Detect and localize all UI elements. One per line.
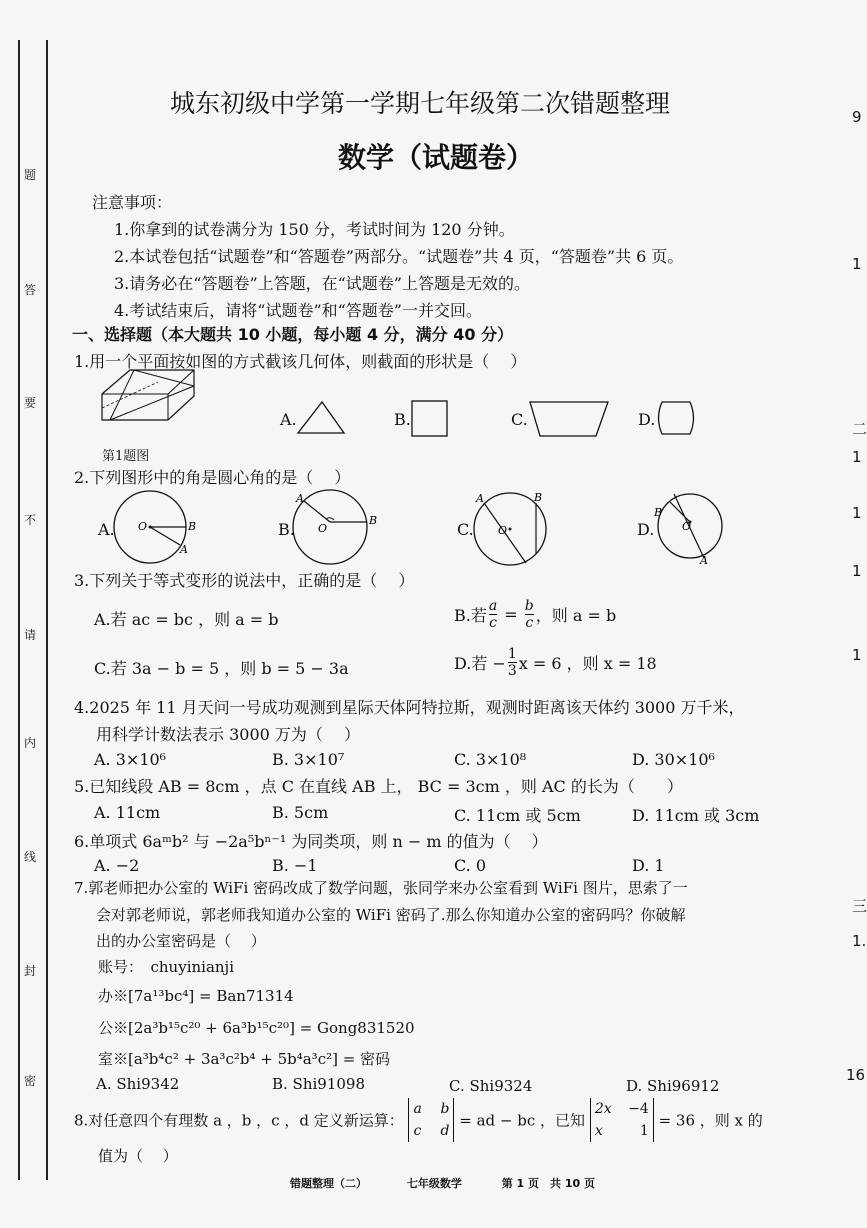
footer-page-number: 第 1 页 共 10 页 — [501, 1177, 595, 1190]
q2b-label-o: O — [318, 522, 328, 535]
q2-option-a[interactable]: A. — [98, 520, 115, 539]
binding-char: 线 — [24, 850, 37, 864]
q7-cipher-line1: 办※[7a¹³bc⁴] = Ban71314 — [98, 987, 294, 1005]
q2-option-d[interactable]: D. — [637, 520, 655, 539]
question-4-stem-line2: 用科学计数法表示 3000 万为（ ） — [96, 725, 360, 744]
q1-option-a[interactable]: A. — [280, 410, 297, 429]
notice-item: 2.本试卷包括“试题卷”和“答题卷”两部分。“试题卷”共 4 页，“答题卷”共 6 页。 — [114, 247, 684, 266]
q8-determinant-given: 2x −4 x 1 — [590, 1098, 654, 1142]
q3-option-a[interactable]: A.若 ac = bc ，则 a = b — [94, 610, 279, 629]
q3-option-c[interactable]: C.若 3a − b = 5 ，则 b = 5 − 3a — [94, 659, 349, 678]
q5-option-b[interactable]: B. 5cm — [272, 803, 329, 822]
question-3-stem: 3.下列关于等式变形的说法中，正确的是（ ） — [74, 571, 415, 590]
edge-fragment: 1 — [852, 504, 862, 522]
q2b-label-a: A — [296, 492, 304, 505]
q7-option-a[interactable]: A. Shi9342 — [96, 1075, 180, 1093]
binding-char: 要 — [24, 396, 37, 410]
q2-figure-d — [652, 490, 732, 568]
q7-option-c[interactable]: C. Shi9324 — [449, 1077, 533, 1095]
q7-account: 账号： chuyinianji — [98, 958, 235, 976]
question-8-stem-line2: 值为（ ） — [98, 1147, 178, 1165]
edge-fragment: 1 — [852, 255, 862, 273]
q7-option-d[interactable]: D. Shi96912 — [626, 1077, 720, 1095]
binding-char: 请 — [24, 628, 37, 642]
question-7-stem-line3: 出的办公室密码是（ ） — [96, 932, 266, 950]
q1-option-d[interactable]: D. — [638, 410, 656, 429]
notice-item: 4.考试结束后，请将“试题卷”和“答题卷”一并交回。 — [114, 301, 482, 320]
q6-option-c[interactable]: C. 0 — [454, 856, 487, 875]
binding-line-outer — [18, 40, 20, 1180]
q5-option-a[interactable]: A. 11cm — [94, 803, 161, 822]
question-8-stem — [74, 1098, 763, 1142]
q5-option-d[interactable]: D. 11cm 或 3cm — [632, 806, 760, 825]
binding-char: 题 — [24, 168, 37, 182]
footer-left: 错题整理（二） — [290, 1177, 367, 1190]
q1-rounded-rect-shape — [654, 400, 698, 436]
notice-heading: 注意事项： — [92, 193, 173, 212]
q4-option-b[interactable]: B. 3×10⁷ — [272, 750, 345, 769]
q7-cipher-line3: 室※[a³b⁴c² + 3a³c²b⁴ + 5b⁴a³c²] = 密码 — [98, 1050, 391, 1068]
q8-stem-suffix: = 36 ，则 x 的 — [658, 1111, 763, 1130]
q2c-label-o: O — [498, 524, 508, 537]
q2-figure-a — [112, 490, 202, 566]
edge-fragment: 1 — [852, 448, 862, 466]
edge-fragment: 1 — [852, 562, 862, 580]
binding-char: 答 — [24, 283, 37, 297]
binding-char: 密 — [24, 1074, 37, 1088]
q1-figure-caption: 第1题图 — [102, 449, 150, 464]
edge-fragment: 二 — [852, 420, 867, 438]
q1-square-shape — [411, 400, 449, 438]
q8-stem-prefix: 8.对任意四个有理数 a ，b ，c ，d 定义新运算： — [74, 1111, 404, 1130]
edge-fragment: 9 — [852, 108, 862, 126]
q1-option-c[interactable]: C. — [511, 410, 528, 429]
q6-option-b[interactable]: B. −1 — [272, 856, 318, 875]
q2-figure-b — [288, 490, 388, 566]
q4-option-d[interactable]: D. 30×10⁶ — [632, 750, 715, 769]
binding-char: 封 — [24, 964, 37, 978]
page-subtitle: 数学（试题卷） — [338, 141, 535, 174]
edge-fragment: 1 — [852, 646, 862, 664]
q3-option-d[interactable] — [454, 646, 657, 679]
edge-fragment: 16 — [846, 1066, 866, 1084]
edge-fragment: 三 — [852, 897, 867, 915]
question-1-stem: 1.用一个平面按如图的方式截该几何体，则截面的形状是（ ） — [74, 352, 527, 371]
q4-option-a[interactable]: A. 3×10⁶ — [94, 750, 167, 769]
section-heading: 一、选择题（本大题共 10 小题，每小题 4 分，满分 40 分） — [72, 325, 514, 344]
q2d-label-b: B — [654, 506, 663, 519]
q7-cipher-line2: 公※[2a³b¹⁵c²⁰ + 6a³b¹⁵c²⁰] = Gong831520 — [98, 1019, 415, 1037]
q7-option-b[interactable]: B. Shi91098 — [272, 1075, 366, 1093]
q2-figure-c — [472, 490, 552, 570]
q3-option-d-prefix: D.若 − — [454, 654, 506, 673]
q6-option-d[interactable]: D. 1 — [632, 856, 665, 875]
q3-b-fraction-left: $\frac{a}{c}$ — [488, 598, 498, 631]
question-7-stem-line2: 会对郭老师说，郭老师我知道办公室的 WiFi 密码了.那么你知道办公室的密码吗？你破解 — [96, 906, 686, 924]
q3-option-b[interactable]: B.若 $\frac{a}{c}$ = $\frac{b}{c}$ ，则 a = b — [454, 598, 617, 631]
q2d-label-a: A — [700, 554, 708, 567]
q2d-label-o: O — [682, 520, 692, 533]
question-7-stem-line1: 7.郭老师把办公室的 WiFi 密码改成了数学问题，张同学来办公室看到 WiFi 图片，思索了一 — [74, 879, 688, 897]
q2c-label-a: A — [476, 492, 484, 505]
q4-option-c[interactable]: C. 3×10⁸ — [454, 750, 527, 769]
q8-determinant-def: a b c d — [408, 1098, 454, 1142]
notice-item: 1.你拿到的试卷满分为 150 分，考试时间为 120 分钟。 — [114, 220, 515, 239]
q3-option-d-suffix: x = 6 ，则 x = 18 — [518, 654, 657, 673]
binding-char: 不 — [24, 513, 37, 527]
page-title: 城东初级中学第一学期七年级第二次错题整理 — [170, 89, 671, 118]
q2a-label-o: O — [138, 520, 148, 533]
q6-option-a[interactable]: A. −2 — [94, 856, 140, 875]
q1-prism-figure — [98, 368, 198, 428]
question-6-stem: 6.单项式 6aᵐb² 与 −2a⁵bⁿ⁻¹ 为同类项，则 n − m 的值为（ ） — [74, 832, 548, 851]
q1-option-b[interactable]: B. — [394, 410, 411, 429]
question-5-stem: 5.已知线段 AB = 8cm ，点 C 在直线 AB 上， BC = 3cm ，则 AC 的长为（ ） — [74, 777, 683, 796]
edge-fragment: 1. — [852, 932, 867, 950]
q3-b-fraction-right: $\frac{b}{c}$ — [524, 598, 534, 631]
page-footer — [290, 1175, 631, 1191]
binding-char: 内 — [24, 736, 37, 750]
q3-option-b-prefix: B.若 — [454, 606, 487, 625]
q2b-label-b: B — [369, 514, 378, 527]
q3-d-fraction: $\frac{1}{3}$ — [507, 646, 517, 679]
q2-option-c[interactable]: C. — [457, 520, 474, 539]
q2a-label-a: A — [180, 543, 188, 556]
binding-line-inner — [46, 40, 48, 1180]
q5-option-c[interactable]: C. 11cm 或 5cm — [454, 806, 581, 825]
notice-item: 3.请务必在“答题卷”上答题，在“试题卷”上答题是无效的。 — [114, 274, 530, 293]
q2-option-b[interactable]: B. — [278, 520, 295, 539]
q3-option-b-suffix: ，则 a = b — [535, 606, 617, 625]
q1-trapezoid-shape — [528, 400, 610, 438]
q8-stem-mid: = ad − bc ，已知 — [459, 1111, 586, 1130]
question-4-stem-line1: 4.2025 年 11 月天问一号成功观测到星际天体阿特拉斯，观测时距离该天体约 3000 万千米， — [74, 698, 745, 717]
q2a-label-b: B — [188, 520, 197, 533]
question-2-stem: 2.下列图形中的角是圆心角的是（ ） — [74, 468, 351, 487]
q2c-label-b: B — [534, 491, 543, 504]
footer-mid: 七年级数学 — [406, 1177, 462, 1190]
q1-triangle-shape — [296, 400, 346, 436]
